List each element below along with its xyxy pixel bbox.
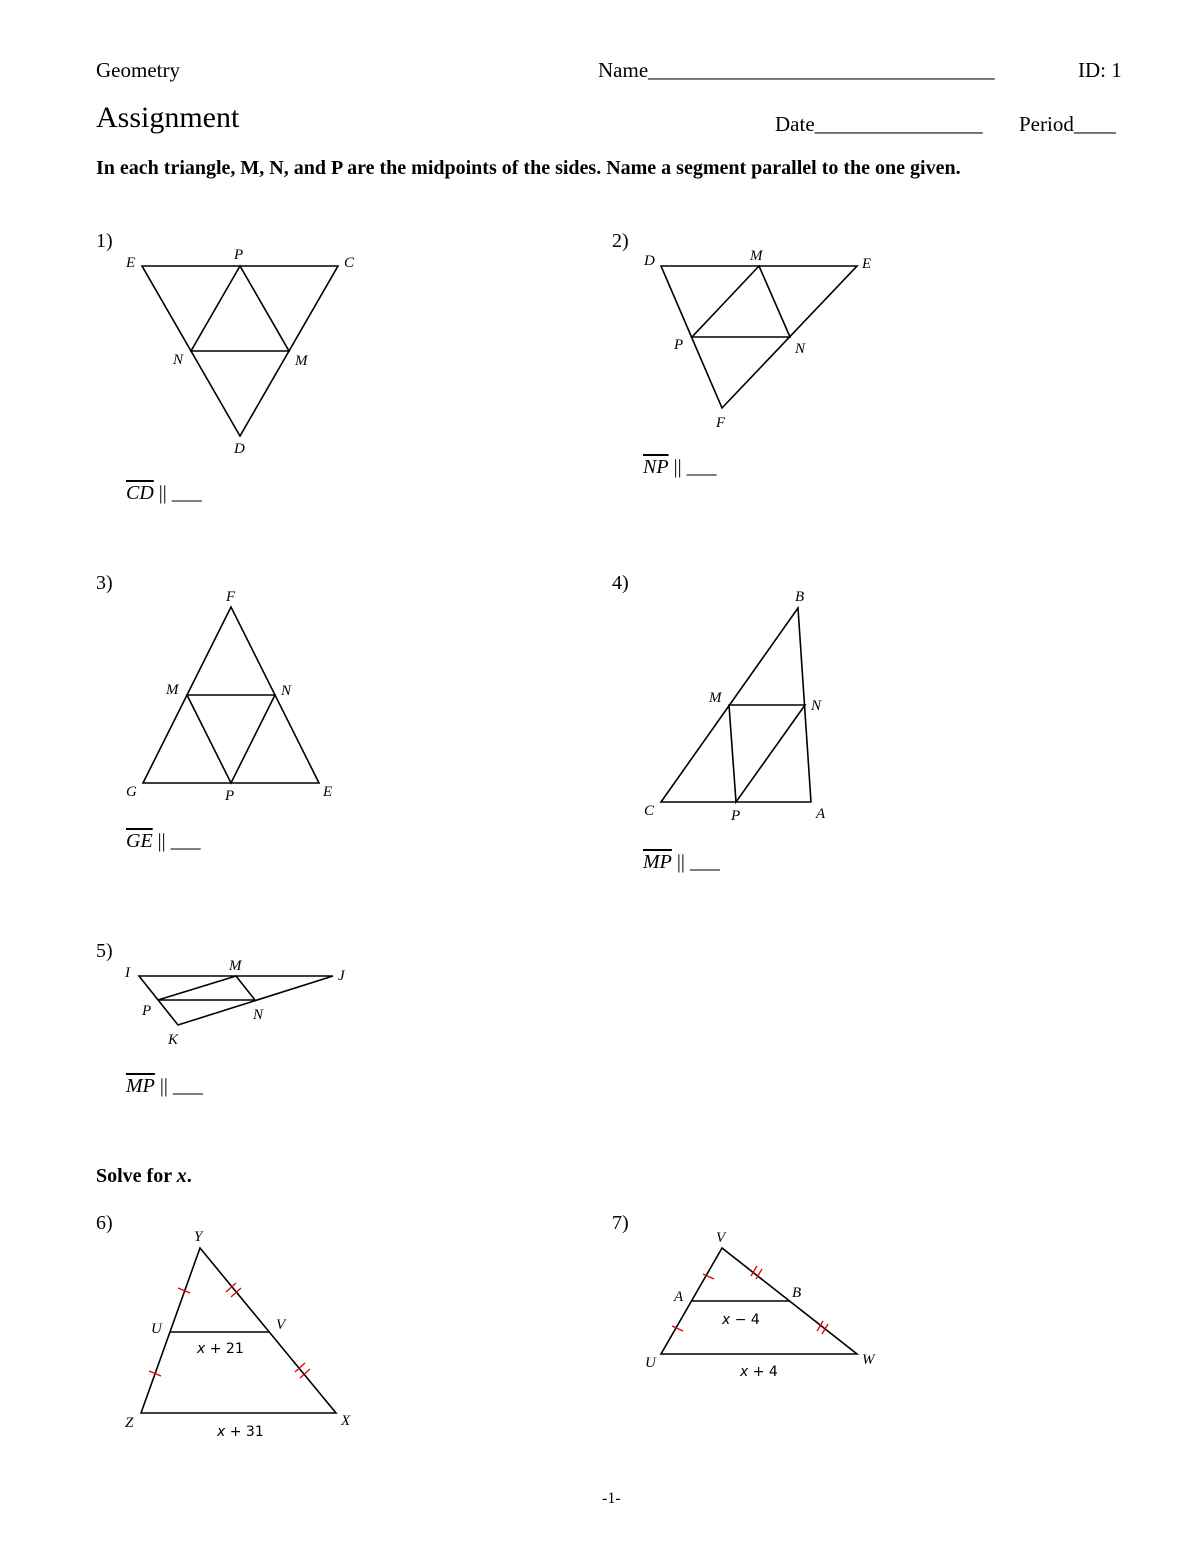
problem-1-number: 1) xyxy=(96,230,113,252)
instructions-variable: x xyxy=(176,1165,187,1187)
problem-3-number: 3) xyxy=(96,572,113,594)
tick-BW-b xyxy=(822,1324,828,1334)
id-label: ID: 1 xyxy=(1078,58,1122,82)
problem-6-number: 6) xyxy=(96,1212,113,1234)
parallel-blank: || ___ xyxy=(152,830,201,852)
given-segment: $\overline{MP}$ xyxy=(126,1075,155,1097)
label-F: F xyxy=(716,415,726,431)
label-X: X xyxy=(341,1413,351,1429)
problem-4-number: 4) xyxy=(612,572,629,594)
label-F: F xyxy=(226,589,236,605)
label-E: E xyxy=(126,255,136,271)
date-field[interactable]: Date________________ xyxy=(775,112,983,136)
problem-2-number: 2) xyxy=(612,230,629,252)
label-P: P xyxy=(234,247,244,263)
page-number: -1- xyxy=(602,1490,621,1507)
label-P: P xyxy=(731,808,741,824)
label-G: G xyxy=(126,784,137,800)
instructions-suffix: . xyxy=(186,1165,192,1187)
label-P: P xyxy=(674,337,684,353)
label-C: C xyxy=(644,803,655,819)
label-E: E xyxy=(862,256,872,272)
label-N: N xyxy=(811,698,822,714)
label-C: C xyxy=(344,255,355,271)
label-J: J xyxy=(338,968,345,984)
label-M: M xyxy=(295,353,308,369)
label-N: N xyxy=(253,1007,264,1023)
label-P: P xyxy=(142,1003,152,1019)
label-A: A xyxy=(816,806,826,822)
label-U: U xyxy=(645,1355,656,1371)
label-A: A xyxy=(674,1289,684,1305)
base-expression: x + 31 xyxy=(217,1424,264,1440)
parallel-blank: || ___ xyxy=(671,851,720,873)
label-M: M xyxy=(166,682,179,698)
label-M: M xyxy=(229,958,242,974)
instructions-prefix: Solve for xyxy=(96,1165,177,1187)
midsegment-expression: x − 4 xyxy=(722,1312,760,1328)
label-N: N xyxy=(173,352,184,368)
label-P: P xyxy=(225,788,235,804)
label-Z: Z xyxy=(125,1415,134,1431)
label-M: M xyxy=(709,690,722,706)
parallel-blank: || ___ xyxy=(668,456,717,478)
label-W: W xyxy=(862,1352,875,1368)
label-B: B xyxy=(792,1285,802,1301)
label-D: D xyxy=(234,441,245,457)
label-K: K xyxy=(168,1032,179,1048)
label-E: E xyxy=(323,784,333,800)
label-Y: Y xyxy=(194,1229,203,1245)
label-N: N xyxy=(281,683,292,699)
page-title: Assignment xyxy=(96,101,240,134)
parallel-blank: || ___ xyxy=(153,482,202,504)
label-V: V xyxy=(716,1230,726,1246)
subject-label: Geometry xyxy=(96,58,180,82)
label-U: U xyxy=(151,1321,162,1337)
label-D: D xyxy=(644,253,655,269)
label-N: N xyxy=(795,341,806,357)
problem-7-number: 7) xyxy=(612,1212,629,1234)
label-I: I xyxy=(125,965,130,981)
midsegment-expression: x + 21 xyxy=(197,1341,244,1357)
period-field[interactable]: Period____ xyxy=(1019,112,1116,136)
given-segment: $\overline{MP}$ xyxy=(643,851,672,873)
label-V: V xyxy=(276,1317,286,1333)
given-segment: $\overline{GE}$ xyxy=(126,830,153,852)
given-segment: $\overline{NP}$ xyxy=(643,456,669,478)
problem-5-number: 5) xyxy=(96,940,113,962)
label-M: M xyxy=(750,248,763,264)
parallel-blank: || ___ xyxy=(154,1075,203,1097)
section1-instructions: In each triangle, M, N, and P are the midpoints of the sides. Name a segment parallel to the one given. xyxy=(96,157,961,179)
label-B: B xyxy=(795,589,805,605)
given-segment: $\overline{CD}$ xyxy=(126,482,154,504)
name-field[interactable]: Name_________________________________ xyxy=(598,58,995,82)
base-expression: x + 4 xyxy=(740,1364,778,1380)
